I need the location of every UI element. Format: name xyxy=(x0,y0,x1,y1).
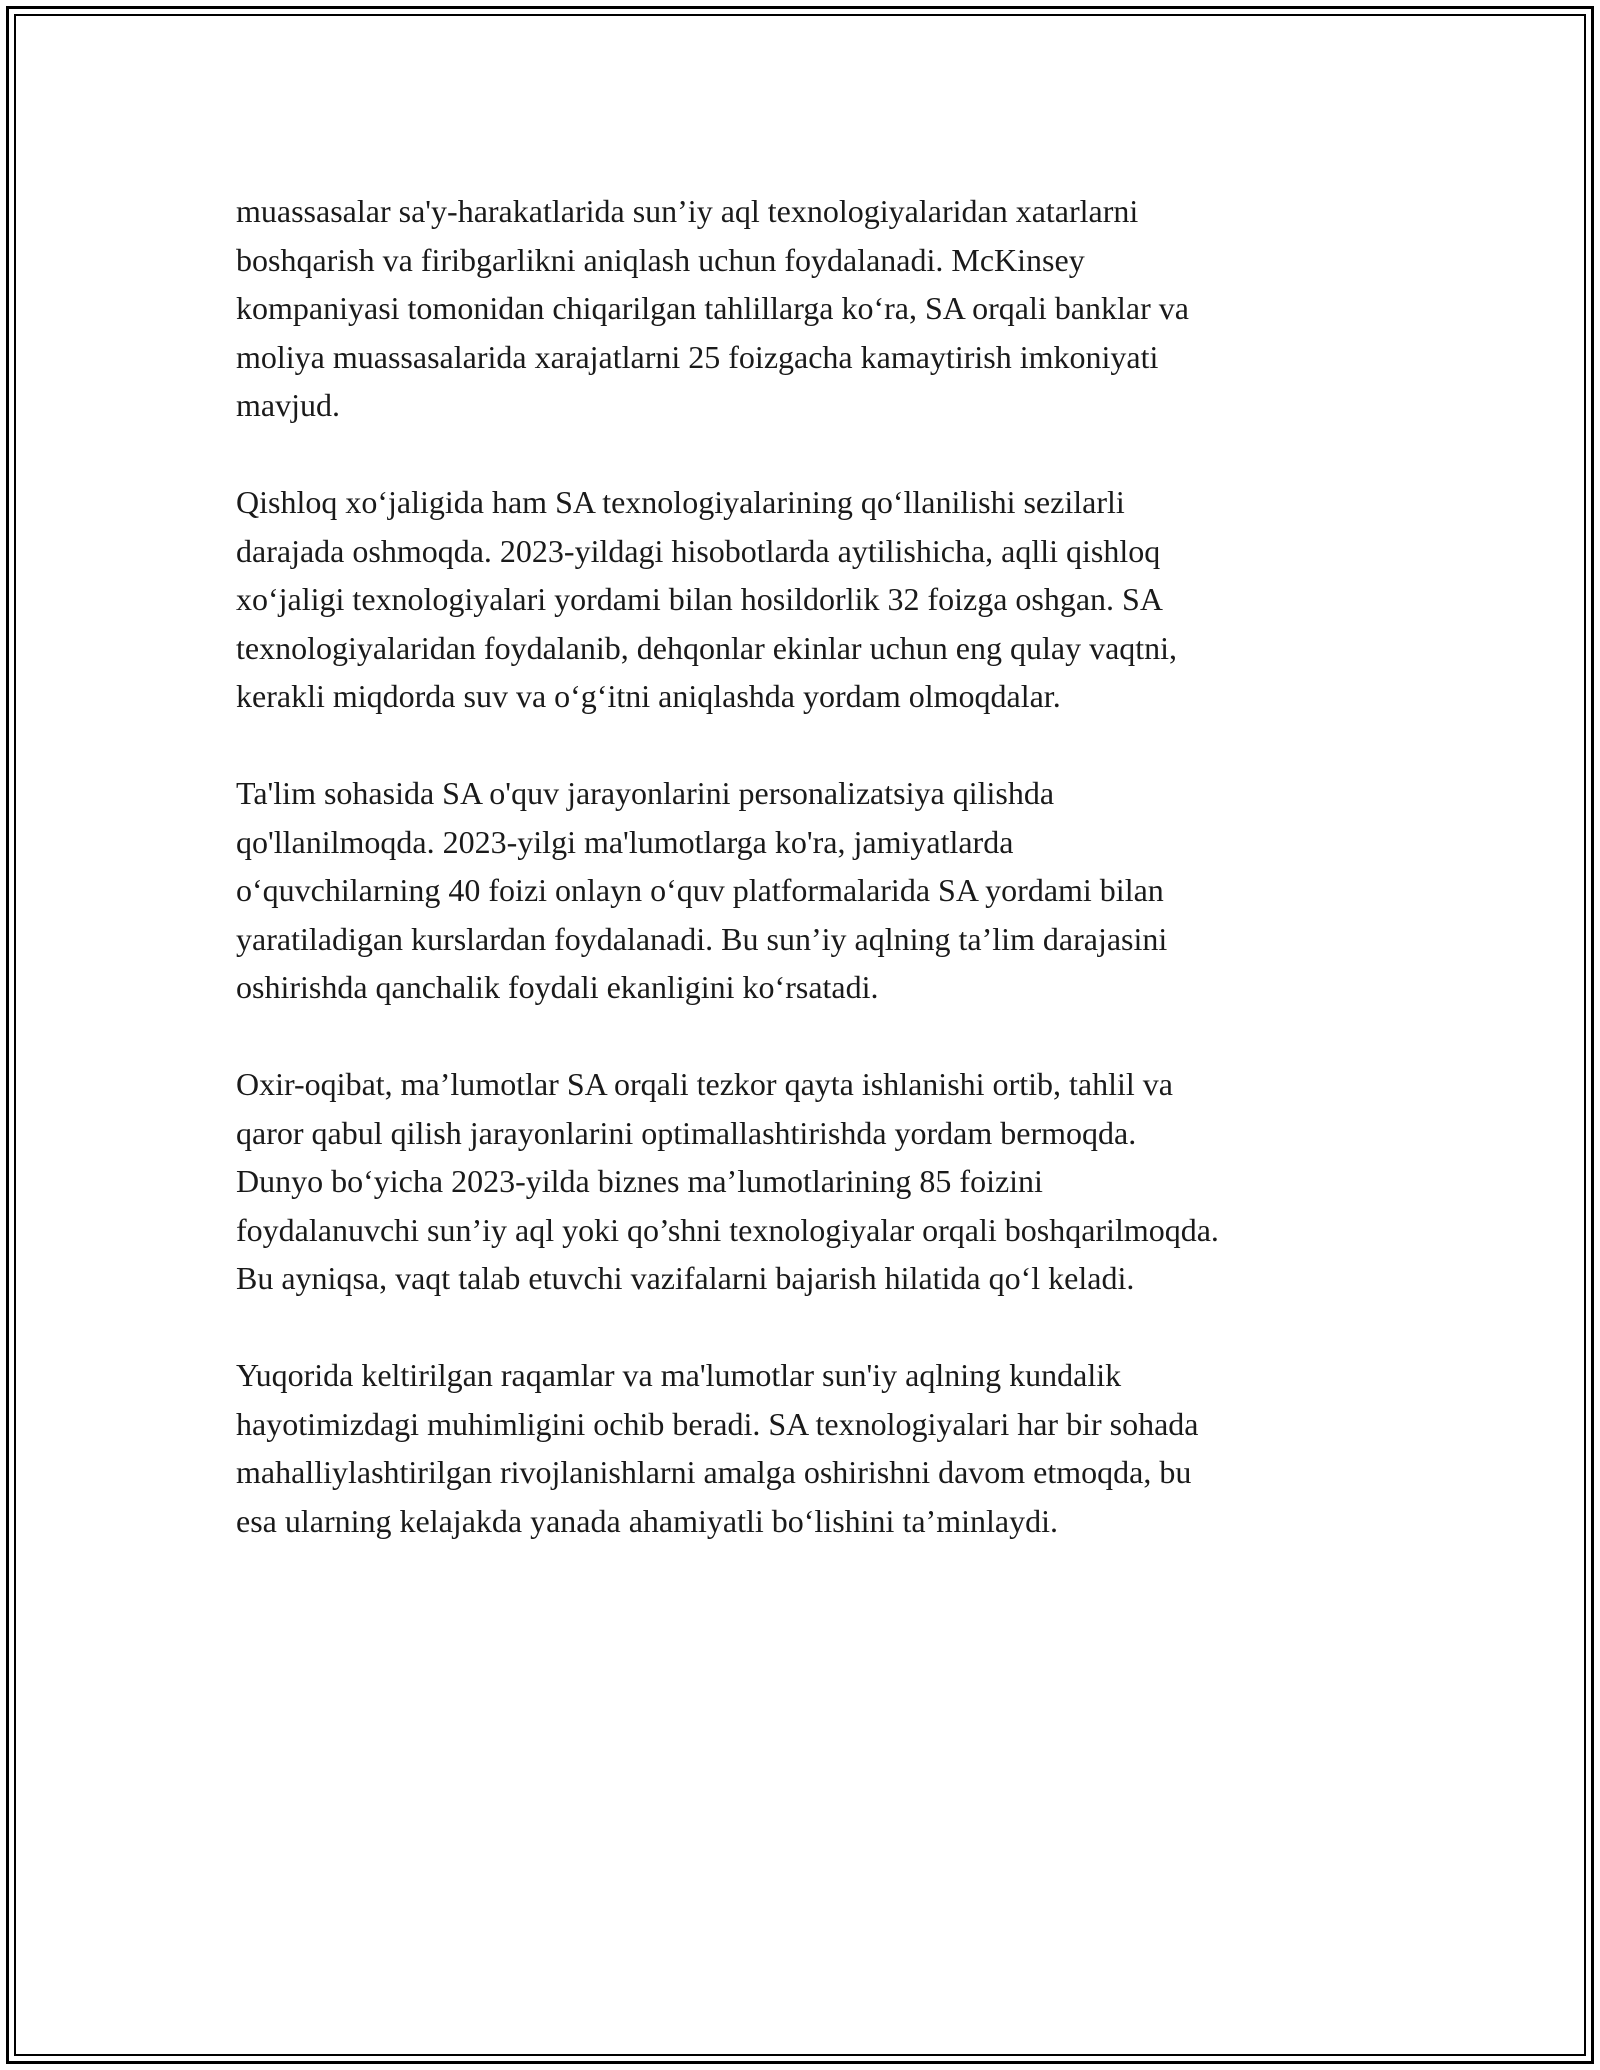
text-line: muassasalar sa'y-harakatlarida sun’iy aql texnologiyalaridan xatarlarni xyxy=(236,193,1139,229)
text-line: moliya muassasalarida xarajatlarni 25 foizgacha kamaytirish imkoniyati xyxy=(236,338,1159,375)
paragraph-conclusion xyxy=(236,1351,1376,1545)
text-line: foydalanuvchi sun’iy aql yoki qo’shni texnologiyalar orqali boshqarilmoqda. xyxy=(236,1211,1219,1248)
text-line: Bu ayniqsa, vaqt talab etuvchi vazifalarni bajarish hilatida qoʻl keladi. xyxy=(236,1260,1135,1296)
text-line: xoʻjaligi texnologiyalari yordami bilan hosildorlik 32 foizga oshgan. SA xyxy=(236,581,1163,617)
document-body xyxy=(236,187,1376,1594)
text-line: kompaniyasi tomonidan chiqarilgan tahlillarga koʻra, SA orqali banklar va xyxy=(236,290,1189,326)
text-line: oshirishda qanchalik foydali ekanligini koʻrsatadi. xyxy=(236,969,879,1005)
text-line: boshqarish va firibgarlikni aniqlash uchun foydalanadi. McKinsey xyxy=(236,241,1085,278)
text-line: Qishloq xoʻjaligida ham SA texnologiyalarining qoʻllanilishi sezilarli xyxy=(236,484,1125,520)
paragraph-data-processing xyxy=(236,1060,1376,1303)
text-line: mavjud. xyxy=(236,387,340,423)
text-line: qaror qabul qilish jarayonlarini optimallashtirishda yordam bermoqda. xyxy=(236,1114,1137,1151)
text-line: hayotimizdagi muhimligini ochib beradi. SA texnologiyalari har bir sohada xyxy=(236,1405,1199,1442)
paragraph-agriculture xyxy=(236,478,1376,721)
text-line: Ta'lim sohasida SA o'quv jarayonlarini personalizatsiya qilishda xyxy=(236,775,1055,811)
text-line: darajada oshmoqda. 2023-yildagi hisobotlarda aytilishicha, aqlli qishloq xyxy=(236,532,1161,569)
text-line: kerakli miqdorda suv va oʻgʻitni aniqlashda yordam olmoqdalar. xyxy=(236,678,1061,714)
text-line: qo'llanilmoqda. 2023-yilgi ma'lumotlarga ko'ra, jamiyatlarda xyxy=(236,823,1014,860)
text-line: yaratiladigan kurslardan foydalanadi. Bu sun’iy aqlning ta’lim darajasini xyxy=(236,920,1168,957)
text-line: Yuqorida keltirilgan raqamlar va ma'lumotlar sun'iy aqlning kundalik xyxy=(236,1357,1122,1393)
text-line: texnologiyalaridan foydalanib, dehqonlar ekinlar uchun eng qulay vaqtni, xyxy=(236,629,1178,666)
text-line: esa ularning kelajakda yanada ahamiyatli boʻlishini ta’minlaydi. xyxy=(236,1502,1058,1539)
text-line: oʻquvchilarning 40 foizi onlayn oʻquv platformalarida SA yordami bilan xyxy=(236,872,1164,908)
text-line: Dunyo boʻyicha 2023-yilda biznes ma’lumotlarining 85 foizini xyxy=(236,1163,1043,1199)
text-line: Oxir-oqibat, ma’lumotlar SA orqali tezkor qayta ishlanishi ortib, tahlil va xyxy=(236,1066,1173,1102)
text-line: mahalliylashtirilgan rivojlanishlarni amalga oshirishni davom etmoqda, bu xyxy=(236,1454,1192,1490)
paragraph-education xyxy=(236,769,1376,1012)
paragraph-finance xyxy=(236,187,1376,430)
